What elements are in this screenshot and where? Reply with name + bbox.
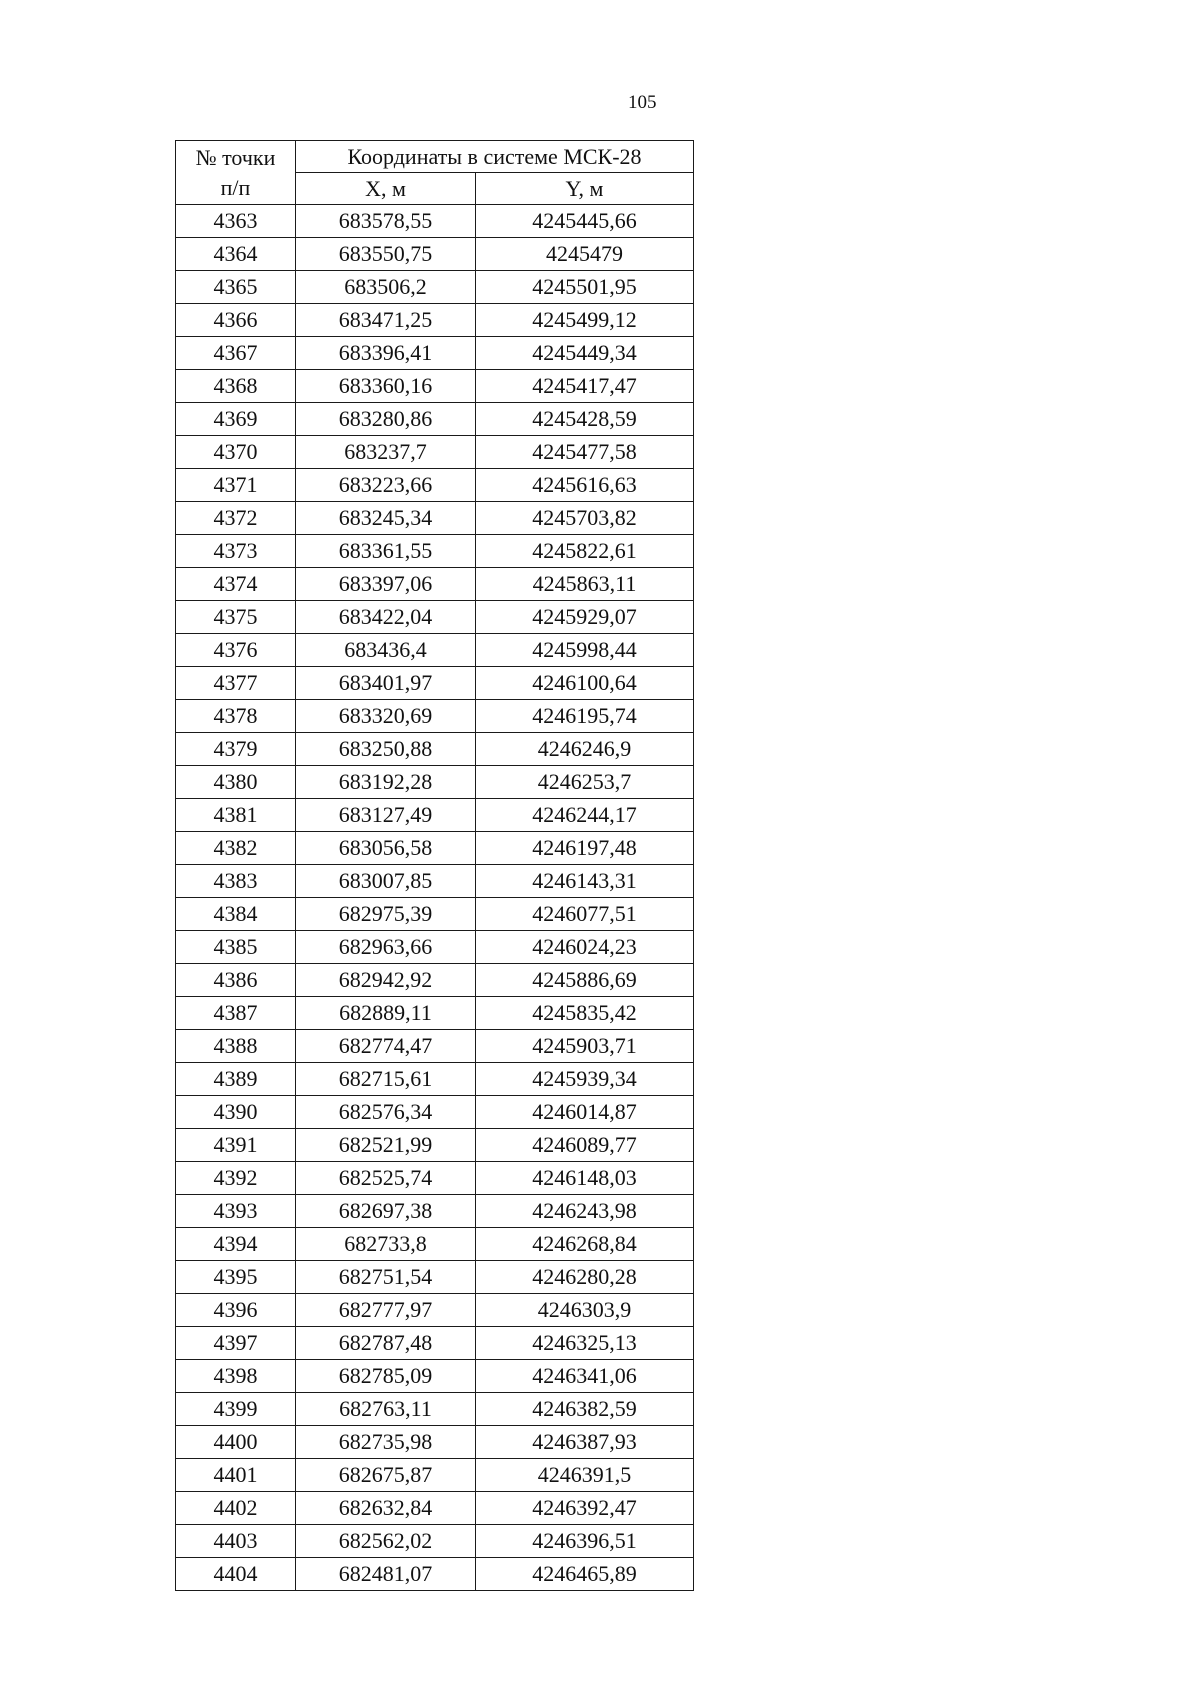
y-coordinate-cell: 4246253,7 bbox=[476, 766, 694, 799]
table-row bbox=[176, 238, 694, 271]
x-coordinate-cell: 682763,11 bbox=[296, 1393, 476, 1426]
y-coordinate-cell: 4246089,77 bbox=[476, 1129, 694, 1162]
table-row bbox=[176, 1558, 694, 1591]
y-coordinate-cell: 4246387,93 bbox=[476, 1426, 694, 1459]
y-coordinate-cell: 4245499,12 bbox=[476, 304, 694, 337]
table-row bbox=[176, 964, 694, 997]
y-coordinate-cell: 4245835,42 bbox=[476, 997, 694, 1030]
point-number-cell: 4390 bbox=[176, 1096, 296, 1129]
x-coordinate-cell: 682715,61 bbox=[296, 1063, 476, 1096]
y-coordinate-cell: 4246246,9 bbox=[476, 733, 694, 766]
point-number-cell: 4379 bbox=[176, 733, 296, 766]
point-number-cell: 4370 bbox=[176, 436, 296, 469]
x-coordinate-cell: 682942,92 bbox=[296, 964, 476, 997]
point-number-header-line1: № точки bbox=[195, 144, 276, 170]
point-number-cell: 4384 bbox=[176, 898, 296, 931]
point-number-cell: 4375 bbox=[176, 601, 296, 634]
table-row bbox=[176, 1063, 694, 1096]
y-coordinate-cell: 4245501,95 bbox=[476, 271, 694, 304]
y-column-header: Y, м bbox=[476, 173, 694, 205]
x-coordinate-cell: 682777,97 bbox=[296, 1294, 476, 1327]
x-coordinate-cell: 682632,84 bbox=[296, 1492, 476, 1525]
table-row bbox=[176, 1129, 694, 1162]
point-number-cell: 4400 bbox=[176, 1426, 296, 1459]
coordinates-system-header: Координаты в системе МСК-28 bbox=[296, 141, 694, 173]
point-number-cell: 4383 bbox=[176, 865, 296, 898]
point-number-cell: 4393 bbox=[176, 1195, 296, 1228]
point-number-cell: 4399 bbox=[176, 1393, 296, 1426]
table-row bbox=[176, 403, 694, 436]
point-number-cell: 4377 bbox=[176, 667, 296, 700]
y-coordinate-cell: 4245417,47 bbox=[476, 370, 694, 403]
x-coordinate-cell: 683280,86 bbox=[296, 403, 476, 436]
point-number-cell: 4372 bbox=[176, 502, 296, 535]
table-row bbox=[176, 1525, 694, 1558]
point-number-cell: 4364 bbox=[176, 238, 296, 271]
y-coordinate-cell: 4245445,66 bbox=[476, 205, 694, 238]
y-coordinate-cell: 4246268,84 bbox=[476, 1228, 694, 1261]
coordinates-table bbox=[175, 140, 694, 1591]
y-coordinate-cell: 4245428,59 bbox=[476, 403, 694, 436]
table-row bbox=[176, 1261, 694, 1294]
y-coordinate-cell: 4246243,98 bbox=[476, 1195, 694, 1228]
y-coordinate-cell: 4246325,13 bbox=[476, 1327, 694, 1360]
y-coordinate-cell: 4246391,5 bbox=[476, 1459, 694, 1492]
table-row bbox=[176, 436, 694, 469]
table-row bbox=[176, 898, 694, 931]
point-number-cell: 4363 bbox=[176, 205, 296, 238]
y-coordinate-cell: 4245929,07 bbox=[476, 601, 694, 634]
y-coordinate-cell: 4246244,17 bbox=[476, 799, 694, 832]
point-number-cell: 4380 bbox=[176, 766, 296, 799]
x-coordinate-cell: 683237,7 bbox=[296, 436, 476, 469]
y-coordinate-cell: 4246100,64 bbox=[476, 667, 694, 700]
point-number-cell: 4394 bbox=[176, 1228, 296, 1261]
y-coordinate-cell: 4245998,44 bbox=[476, 634, 694, 667]
point-number-cell: 4367 bbox=[176, 337, 296, 370]
y-coordinate-cell: 4246303,9 bbox=[476, 1294, 694, 1327]
table-row bbox=[176, 634, 694, 667]
x-coordinate-cell: 683550,75 bbox=[296, 238, 476, 271]
y-coordinate-cell: 4246148,03 bbox=[476, 1162, 694, 1195]
x-coordinate-cell: 682889,11 bbox=[296, 997, 476, 1030]
table-row bbox=[176, 370, 694, 403]
table-row bbox=[176, 997, 694, 1030]
x-coordinate-cell: 682521,99 bbox=[296, 1129, 476, 1162]
y-coordinate-cell: 4246195,74 bbox=[476, 700, 694, 733]
point-number-cell: 4371 bbox=[176, 469, 296, 502]
y-coordinate-cell: 4245703,82 bbox=[476, 502, 694, 535]
x-coordinate-cell: 682733,8 bbox=[296, 1228, 476, 1261]
table-row bbox=[176, 1393, 694, 1426]
y-coordinate-cell: 4246014,87 bbox=[476, 1096, 694, 1129]
y-coordinate-cell: 4245479 bbox=[476, 238, 694, 271]
x-coordinate-cell: 682525,74 bbox=[296, 1162, 476, 1195]
table-row bbox=[176, 337, 694, 370]
x-coordinate-cell: 683320,69 bbox=[296, 700, 476, 733]
point-number-cell: 4392 bbox=[176, 1162, 296, 1195]
table-row bbox=[176, 1492, 694, 1525]
table-row bbox=[176, 568, 694, 601]
table-row bbox=[176, 1294, 694, 1327]
table-row bbox=[176, 205, 694, 238]
x-coordinate-cell: 682562,02 bbox=[296, 1525, 476, 1558]
x-coordinate-cell: 683422,04 bbox=[296, 601, 476, 634]
point-number-cell: 4391 bbox=[176, 1129, 296, 1162]
point-number-cell: 4378 bbox=[176, 700, 296, 733]
point-number-cell: 4404 bbox=[176, 1558, 296, 1591]
point-number-cell: 4373 bbox=[176, 535, 296, 568]
table-row bbox=[176, 1030, 694, 1063]
table-row bbox=[176, 304, 694, 337]
table-row bbox=[176, 1096, 694, 1129]
y-coordinate-cell: 4245886,69 bbox=[476, 964, 694, 997]
point-number-cell: 4369 bbox=[176, 403, 296, 436]
point-number-cell: 4382 bbox=[176, 832, 296, 865]
table-header-row bbox=[176, 141, 694, 173]
x-coordinate-cell: 682751,54 bbox=[296, 1261, 476, 1294]
table-row bbox=[176, 1162, 694, 1195]
x-coordinate-cell: 683396,41 bbox=[296, 337, 476, 370]
table-row bbox=[176, 766, 694, 799]
x-coordinate-cell: 683436,4 bbox=[296, 634, 476, 667]
y-coordinate-cell: 4246341,06 bbox=[476, 1360, 694, 1393]
table-row bbox=[176, 733, 694, 766]
point-number-cell: 4366 bbox=[176, 304, 296, 337]
point-number-cell: 4402 bbox=[176, 1492, 296, 1525]
x-coordinate-cell: 683471,25 bbox=[296, 304, 476, 337]
table-body bbox=[176, 205, 694, 1591]
point-number-header-line2: п/п bbox=[220, 174, 251, 200]
x-coordinate-cell: 683127,49 bbox=[296, 799, 476, 832]
table-row bbox=[176, 1360, 694, 1393]
y-coordinate-cell: 4245616,63 bbox=[476, 469, 694, 502]
y-coordinate-cell: 4246392,47 bbox=[476, 1492, 694, 1525]
y-coordinate-cell: 4245939,34 bbox=[476, 1063, 694, 1096]
x-coordinate-cell: 683192,28 bbox=[296, 766, 476, 799]
point-number-cell: 4395 bbox=[176, 1261, 296, 1294]
x-coordinate-cell: 682735,98 bbox=[296, 1426, 476, 1459]
y-coordinate-cell: 4246197,48 bbox=[476, 832, 694, 865]
table-row bbox=[176, 1459, 694, 1492]
y-coordinate-cell: 4246077,51 bbox=[476, 898, 694, 931]
x-coordinate-cell: 683007,85 bbox=[296, 865, 476, 898]
table-row bbox=[176, 931, 694, 964]
x-coordinate-cell: 682576,34 bbox=[296, 1096, 476, 1129]
point-number-header bbox=[176, 141, 296, 205]
point-number-cell: 4385 bbox=[176, 931, 296, 964]
x-coordinate-cell: 683360,16 bbox=[296, 370, 476, 403]
page-number: 105 bbox=[628, 92, 657, 113]
point-number-cell: 4401 bbox=[176, 1459, 296, 1492]
x-coordinate-cell: 683223,66 bbox=[296, 469, 476, 502]
y-coordinate-cell: 4245863,11 bbox=[476, 568, 694, 601]
table-row bbox=[176, 502, 694, 535]
y-coordinate-cell: 4245822,61 bbox=[476, 535, 694, 568]
x-coordinate-cell: 682697,38 bbox=[296, 1195, 476, 1228]
table-row bbox=[176, 832, 694, 865]
point-number-cell: 4396 bbox=[176, 1294, 296, 1327]
table-row bbox=[176, 271, 694, 304]
point-number-cell: 4376 bbox=[176, 634, 296, 667]
table-row bbox=[176, 1228, 694, 1261]
y-coordinate-cell: 4246382,59 bbox=[476, 1393, 694, 1426]
y-coordinate-cell: 4245449,34 bbox=[476, 337, 694, 370]
x-coordinate-cell: 682785,09 bbox=[296, 1360, 476, 1393]
x-coordinate-cell: 683245,34 bbox=[296, 502, 476, 535]
point-number-cell: 4397 bbox=[176, 1327, 296, 1360]
table-row bbox=[176, 865, 694, 898]
x-coordinate-cell: 682675,87 bbox=[296, 1459, 476, 1492]
x-coordinate-cell: 683056,58 bbox=[296, 832, 476, 865]
x-coordinate-cell: 683250,88 bbox=[296, 733, 476, 766]
x-coordinate-cell: 683401,97 bbox=[296, 667, 476, 700]
table-row bbox=[176, 535, 694, 568]
y-coordinate-cell: 4245903,71 bbox=[476, 1030, 694, 1063]
x-coordinate-cell: 682787,48 bbox=[296, 1327, 476, 1360]
point-number-cell: 4365 bbox=[176, 271, 296, 304]
y-coordinate-cell: 4246465,89 bbox=[476, 1558, 694, 1591]
point-number-cell: 4374 bbox=[176, 568, 296, 601]
y-coordinate-cell: 4246143,31 bbox=[476, 865, 694, 898]
y-coordinate-cell: 4246280,28 bbox=[476, 1261, 694, 1294]
x-coordinate-cell: 682481,07 bbox=[296, 1558, 476, 1591]
x-coordinate-cell: 683578,55 bbox=[296, 205, 476, 238]
table-row bbox=[176, 469, 694, 502]
point-number-cell: 4387 bbox=[176, 997, 296, 1030]
x-coordinate-cell: 683361,55 bbox=[296, 535, 476, 568]
x-column-header: X, м bbox=[296, 173, 476, 205]
x-coordinate-cell: 682975,39 bbox=[296, 898, 476, 931]
table-row bbox=[176, 601, 694, 634]
point-number-cell: 4388 bbox=[176, 1030, 296, 1063]
y-coordinate-cell: 4246396,51 bbox=[476, 1525, 694, 1558]
table-row bbox=[176, 1195, 694, 1228]
table-row bbox=[176, 700, 694, 733]
x-coordinate-cell: 683397,06 bbox=[296, 568, 476, 601]
point-number-cell: 4389 bbox=[176, 1063, 296, 1096]
y-coordinate-cell: 4245477,58 bbox=[476, 436, 694, 469]
point-number-cell: 4381 bbox=[176, 799, 296, 832]
point-number-cell: 4368 bbox=[176, 370, 296, 403]
x-coordinate-cell: 683506,2 bbox=[296, 271, 476, 304]
point-number-cell: 4403 bbox=[176, 1525, 296, 1558]
x-coordinate-cell: 682963,66 bbox=[296, 931, 476, 964]
x-coordinate-cell: 682774,47 bbox=[296, 1030, 476, 1063]
point-number-cell: 4398 bbox=[176, 1360, 296, 1393]
point-number-cell: 4386 bbox=[176, 964, 296, 997]
table-row bbox=[176, 799, 694, 832]
table-row bbox=[176, 1426, 694, 1459]
table-row bbox=[176, 1327, 694, 1360]
y-coordinate-cell: 4246024,23 bbox=[476, 931, 694, 964]
table-row bbox=[176, 667, 694, 700]
